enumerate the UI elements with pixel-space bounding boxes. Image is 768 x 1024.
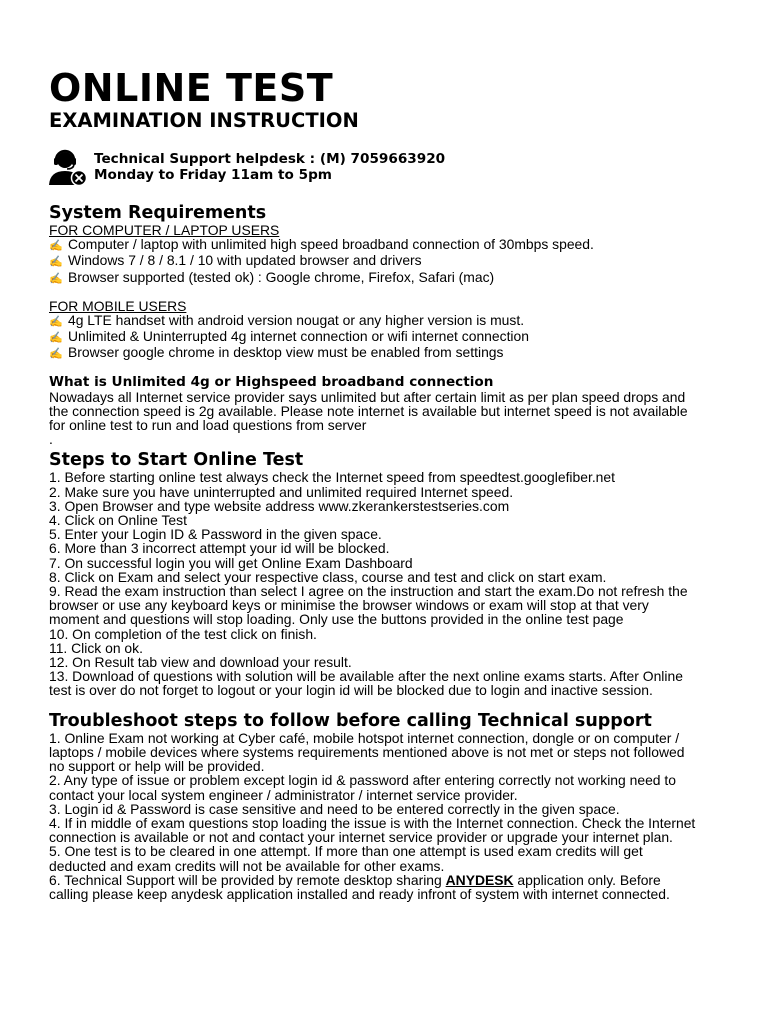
computer-requirements-list	[49, 237, 729, 286]
mobile-requirement-item	[49, 329, 729, 345]
unlimited-section	[49, 375, 729, 447]
unlimited-line: the connection speed is 2g available. Please note internet is available but internet speed is not available	[49, 402, 688, 419]
mobile-users-title: FOR MOBILE USERS	[49, 297, 187, 314]
mobile-requirement-item	[49, 345, 729, 361]
page-title: ONLINE TEST	[49, 66, 334, 110]
troubleshoot-line: 5. One test is to be cleared in one attempt. If more than one attempt is used exam credits will get	[49, 843, 643, 860]
troubleshoot-last-post: application only. Before	[513, 871, 661, 888]
anydesk-link[interactable]: ANYDESK	[445, 871, 514, 888]
unlimited-heading: What is Unlimited 4g or Highspeed broadband connection	[49, 373, 494, 390]
step-line: 8. Click on Exam and select your respective class, course and test and click on start exam.	[49, 568, 607, 585]
troubleshoot-line: no support or help will be provided.	[49, 758, 265, 775]
unlimited-line: Nowadays all Internet service provider says unlimited but after certain limit as per plan speed drops and	[49, 388, 686, 405]
troubleshoot-line: 1. Online Exam not working at Cyber café, mobile hotspot internet connection, dongle or on computer /	[49, 729, 680, 746]
unlimited-paragraph	[49, 390, 729, 447]
step-line: 11. Click on ok.	[49, 639, 143, 656]
step-line: 2. Make sure you have uninterrupted and unlimited required Internet speed.	[49, 483, 514, 500]
steps-list	[49, 470, 729, 697]
troubleshoot-line: 3. Login id & Password is case sensitive and need to be entered correctly in the given space.	[49, 800, 620, 817]
troubleshoot-line: connection is available or not and contact your internet service provider or upgrade your internet plan.	[49, 829, 673, 846]
page-subtitle: EXAMINATION INSTRUCTION	[49, 109, 359, 132]
step-line: browser or use any keyboard keys or minimise the browser windows or exam will stop at that very	[49, 597, 649, 614]
computer-requirement-item	[49, 253, 729, 269]
system-requirements-heading: System Requirements	[49, 203, 267, 223]
steps-heading: Steps to Start Online Test	[49, 450, 304, 471]
step-line: 3. Open Browser and type website address www.zkerankerstestseries.com	[49, 497, 510, 514]
steps-section	[49, 450, 729, 697]
support-hours: Monday to Friday 11am to 5pm	[94, 167, 332, 183]
support-text	[94, 151, 445, 183]
troubleshoot-line	[49, 873, 729, 887]
troubleshoot-line: 4. If in middle of exam questions stop loading the issue is with the Internet connection. Check the Internet	[49, 814, 696, 831]
unlimited-line: for online test to run and load questions from server	[49, 417, 367, 434]
troubleshoot-list	[49, 731, 729, 873]
mobile-requirement-item	[49, 313, 729, 329]
troubleshoot-line: 2. Any type of issue or problem except login id & password after entering correctly not working need to	[49, 772, 676, 789]
writing-hand-icon: ✍	[49, 316, 63, 329]
troubleshoot-line: laptops / mobile devices where systems requirements mentioned above is not met or steps not followed	[49, 743, 685, 760]
troubleshoot-line: contact your local system engineer / administrator / internet service provider.	[49, 786, 518, 803]
step-line: 12. On Result tab view and download your result.	[49, 654, 352, 671]
writing-hand-icon: ✍	[49, 256, 63, 269]
support-phone: Technical Support helpdesk : (M) 7059663920	[94, 151, 446, 167]
step-line: 9. Read the exam instruction than select I agree on the instruction and start the exam.Do not refresh the	[49, 583, 688, 600]
step-line: 6. More than 3 incorrect attempt your id will be blocked.	[49, 540, 390, 557]
step-line: test is over do not forget to logout or your login id will be blocked due to login and inactive session.	[49, 682, 653, 699]
troubleshoot-heading: Troubleshoot steps to follow before calling Technical support	[49, 710, 652, 731]
unlimited-line: .	[49, 431, 53, 448]
computer-requirement-item	[49, 270, 729, 286]
computer-requirement-item	[49, 237, 729, 253]
computer-users-title: FOR COMPUTER / LAPTOP USERS	[49, 222, 280, 238]
step-line: 7. On successful login you will get Online Exam Dashboard	[49, 554, 413, 571]
system-requirements-section	[49, 203, 729, 362]
mobile-requirements-list	[49, 313, 729, 362]
support-agent-icon	[46, 145, 88, 187]
troubleshoot-last-pre: 6. Technical Support will be provided by remote desktop sharing	[49, 871, 446, 888]
writing-hand-icon: ✍	[49, 332, 63, 345]
computer-requirement-item-text: Windows 7 / 8 / 8.1 / 10 with updated browser and drivers	[68, 252, 422, 269]
computer-requirement-item-text: Computer / laptop with unlimited high speed broadband connection of 30mbps speed.	[68, 236, 594, 253]
mobile-requirement-item-text: Browser google chrome in desktop view must be enabled from settings	[68, 344, 504, 361]
step-line: 4. Click on Online Test	[49, 512, 187, 529]
step-line: 13. Download of questions with solution will be available after the next online exams starts. After Online	[49, 668, 683, 685]
support-block	[49, 149, 729, 189]
computer-requirement-item-text: Browser supported (tested ok) : Google chrome, Firefox, Safari (mac)	[68, 268, 495, 285]
troubleshoot-line: calling please keep anydesk application installed and ready infront of system with internet connected.	[49, 885, 670, 902]
step-line: 10. On completion of the test click on finish.	[49, 625, 317, 642]
writing-hand-icon: ✍	[49, 348, 63, 361]
troubleshoot-section	[49, 711, 729, 901]
troubleshoot-line: deducted and exam credits will not be available for other exams.	[49, 857, 445, 874]
instruction-page	[49, 68, 729, 901]
writing-hand-icon: ✍	[49, 272, 63, 285]
mobile-requirement-item-text: Unlimited & Uninterrupted 4g internet connection or wifi internet connection	[68, 328, 529, 345]
step-line: 1. Before starting online test always check the Internet speed from speedtest.googlefiber.net	[49, 469, 615, 486]
step-line: moment and questions will stop loading. Only use the buttons provided in the online test page	[49, 611, 624, 628]
mobile-requirement-item-text: 4g LTE handset with android version nougat or any higher version is must.	[68, 312, 525, 329]
writing-hand-icon: ✍	[49, 240, 63, 253]
step-line: 5. Enter your Login ID & Password in the given space.	[49, 526, 382, 543]
